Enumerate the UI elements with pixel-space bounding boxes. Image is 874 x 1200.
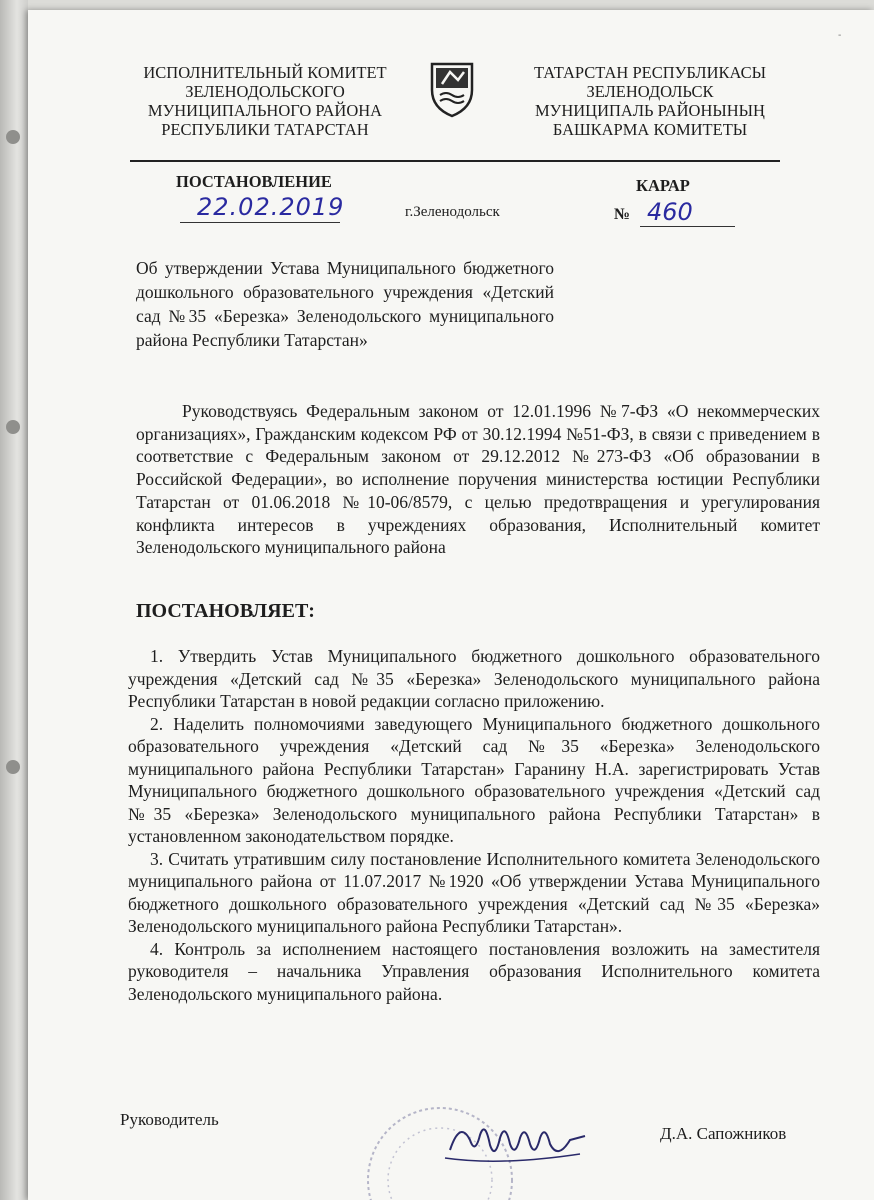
signer-name: Д.А. Сапожников [660, 1124, 787, 1143]
document-subject: Об утверждении Устава Муниципального бюджетного дошкольного образовательного учреждения «Детский сад №35 «Березка» Зеленодольского муниципального района Республики Татарстан» [136, 258, 554, 350]
handwritten-signature [440, 1110, 590, 1170]
signer-role: Руководитель [120, 1110, 219, 1129]
binder-edge [0, 0, 28, 1200]
punch-hole [6, 130, 20, 144]
resolution-item: 3. Считать утратившим силу постановление Исполнительного комитета Зеленодольского муниципального района от 11.07.2017 №1920 «Об утверждении Устава Муниципального бюджетного дошкольного образовательного учреждения «Детский сад №35 «Березка» Зеленодольского муниципального района Республики Татарстан». [128, 848, 820, 936]
punch-hole [6, 760, 20, 774]
header-line: ИСПОЛНИТЕЛЬНЫЙ КОМИТЕТ [143, 63, 387, 82]
header-line: РЕСПУБЛИКИ ТАТАРСТАН [161, 120, 369, 139]
header-line: МУНИЦИПАЛЬНОГО РАЙОНА [147, 101, 383, 120]
resolution-item: 1. Утвердить Устав Муниципального бюджетного дошкольного образовательного учреждения «Детский сад №35 «Березка» Зеленодольского муниципального района Республики Татарстан в новой редакции согласно приложению. [128, 646, 820, 711]
resolution-item: 4. Контроль за исполнением настоящего постановления возложить на заместителя руководителя – начальника Управления образования Исполнительного комитета Зеленодольского муниципального района. [128, 938, 820, 1004]
document-type-tt: КАРАР [636, 176, 690, 195]
preamble-paragraph: Руководствуясь Федеральным законом от 12.01.1996 №7-ФЗ «О некоммерческих организациях», Гражданским кодексом РФ от 30.12.1994 №51-ФЗ, в связи с приведением в соответствие с Федеральным законом от 29.12.2012 №273-ФЗ «Об образовании в Российской Федерации», во исполнение поручения министерства юстиции Республики Татарстан от 01.06.2018 №10-06/8579, с целью предотвращения и урегулирования конфликта интересов в учреждениях образования, Исполнительный комитет Зеленодольского муниципального района [136, 401, 820, 558]
header-line: МУНИЦИПАЛЬ РАЙОНЫНЫҢ [535, 101, 765, 120]
header-divider [130, 160, 780, 162]
header-line: ЗЕЛЕНОДОЛЬСКОГО [185, 82, 345, 101]
coat-of-arms-icon [428, 60, 476, 118]
number-underline [640, 226, 735, 227]
handwritten-date: 22.02.2019 [197, 193, 345, 221]
resolution-item: 2. Наделить полномочиями заведующего Муниципального бюджетного дошкольного образовательного учреждения «Детский сад №35 «Березка» Зеленодольского муниципального района Республики Татарстан» Гаранину Н.А. зарегистрировать Устав Муниципального бюджетного дошкольного образовательного учреждения «Детский сад №35 «Березка» Зеленодольского муниципального района Республики Татарстан» в установленном законодательством порядке. [128, 713, 820, 846]
header-line: ЗЕЛЕНОДОЛЬСК [586, 82, 714, 101]
document-type-ru: ПОСТАНОВЛЕНИЕ [176, 172, 332, 191]
issuer-header-tt [515, 63, 785, 139]
punch-hole [6, 420, 20, 434]
handwritten-number: 460 [647, 198, 693, 226]
resolves-heading: ПОСТАНОВЛЯЕТ: [136, 600, 315, 622]
header-line: БАШКАРМА КОМИТЕТЫ [552, 120, 748, 139]
date-underline [180, 222, 340, 223]
resolution-items [128, 645, 820, 1005]
issue-city: г.Зеленодольск [405, 204, 500, 220]
issuer-header-ru [120, 63, 410, 139]
number-sign: № [614, 206, 631, 223]
scan-dot: - [838, 30, 842, 41]
header-line: ТАТАРСТАН РЕСПУБЛИКАСЫ [533, 63, 766, 82]
